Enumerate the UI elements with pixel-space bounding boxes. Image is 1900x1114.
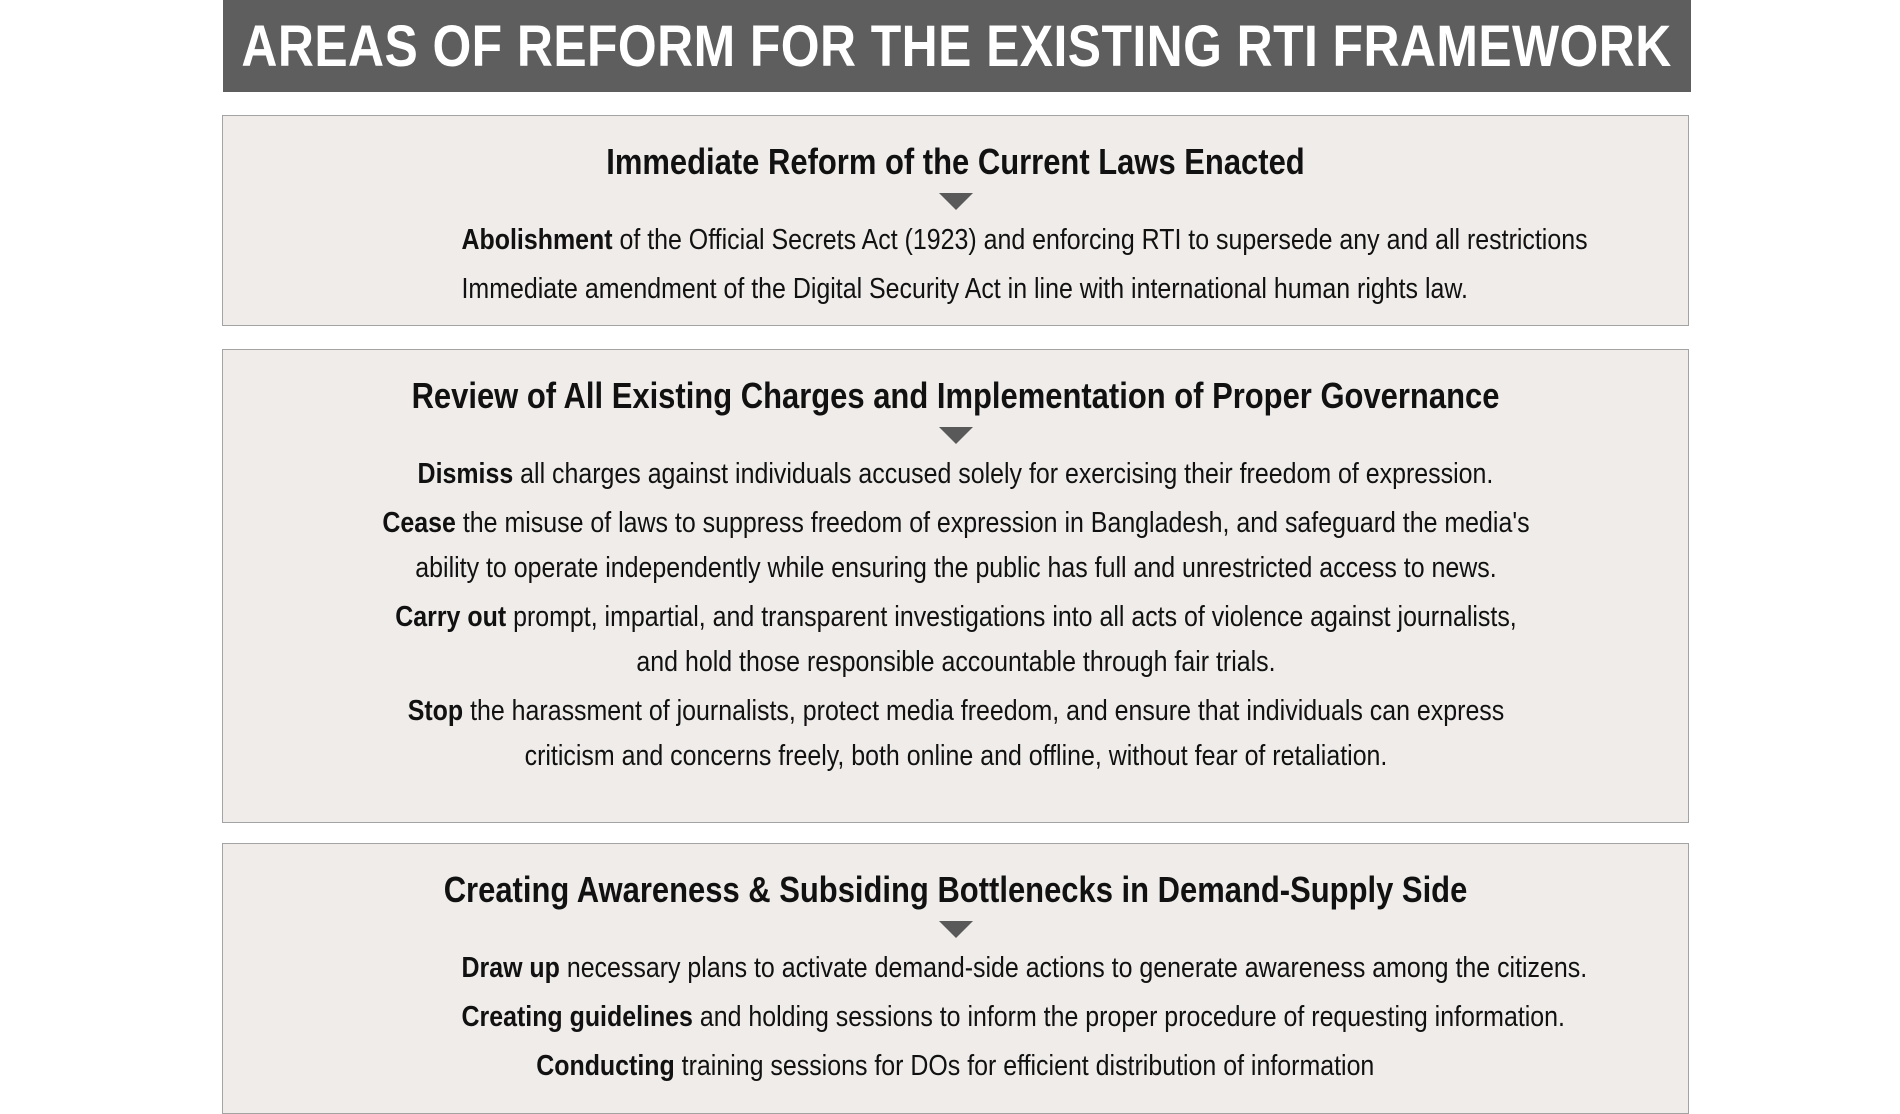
section-items [223, 218, 1688, 316]
section-immediate-reform [222, 115, 1689, 326]
item-text: necessary plans to activate demand-side actions to generate awareness among the citizens. [559, 952, 1587, 984]
item-text: prompt, impartial, and transparent investigations into all acts of violence against journalists, and hold those responsible accountable through fair trials. [505, 601, 1517, 678]
list-item [379, 689, 1531, 779]
item-text: training sessions for DOs for efficient distribution of information [674, 1050, 1375, 1082]
list-item [379, 595, 1531, 685]
section-heading: Immediate Reform of the Current Laws Enacted [606, 141, 1305, 182]
triangle-down-icon [939, 193, 973, 210]
item-text: and holding sessions to inform the proper procedure of requesting information. [692, 1001, 1565, 1033]
item-text: the misuse of laws to suppress freedom of expression in Bangladesh, and safeguard the media's ability to operate independently while ensuring the public has full and unrestricted access to news. [414, 507, 1530, 584]
section-heading: Review of All Existing Charges and Implementation of Proper Governance [411, 375, 1500, 416]
page-title: AREAS OF REFORM FOR THE EXISTING RTI FRAMEWORK [241, 13, 1673, 79]
item-keyword: Cease [381, 507, 456, 539]
title-banner [223, 0, 1691, 92]
list-item [418, 452, 1494, 497]
item-keyword: Abolishment [461, 224, 613, 256]
item-keyword: Creating guidelines [461, 1001, 693, 1033]
item-text: of the Official Secrets Act (1923) and enforcing RTI to supersede any and all restrictions [612, 224, 1588, 256]
item-keyword: Stop [407, 695, 463, 727]
section-items [223, 946, 1688, 1093]
triangle-down-icon [939, 921, 973, 938]
list-item [461, 218, 1588, 263]
item-keyword: Carry out [394, 601, 506, 633]
item-text: Immediate amendment of the Digital Security Act in line with international human rights law. [461, 273, 1468, 305]
triangle-down-icon [939, 427, 973, 444]
list-item [461, 267, 1468, 312]
list-item [461, 995, 1565, 1040]
list-item [461, 946, 1587, 991]
item-text: all charges against individuals accused solely for exercising their freedom of expression. [513, 458, 1494, 490]
item-keyword: Conducting [536, 1050, 675, 1082]
item-keyword: Dismiss [417, 458, 514, 490]
list-item [536, 1044, 1374, 1089]
list-item [379, 501, 1531, 591]
section-review-charges [222, 349, 1689, 823]
section-heading: Creating Awareness & Subsiding Bottlenecks in Demand-Supply Side [443, 869, 1468, 910]
item-text: the harassment of journalists, protect media freedom, and ensure that individuals can express criticism and concerns freely, both online and offline, without fear of retaliation. [462, 695, 1504, 772]
section-items [223, 452, 1688, 783]
section-creating-awareness [222, 843, 1689, 1114]
item-keyword: Draw up [461, 952, 560, 984]
